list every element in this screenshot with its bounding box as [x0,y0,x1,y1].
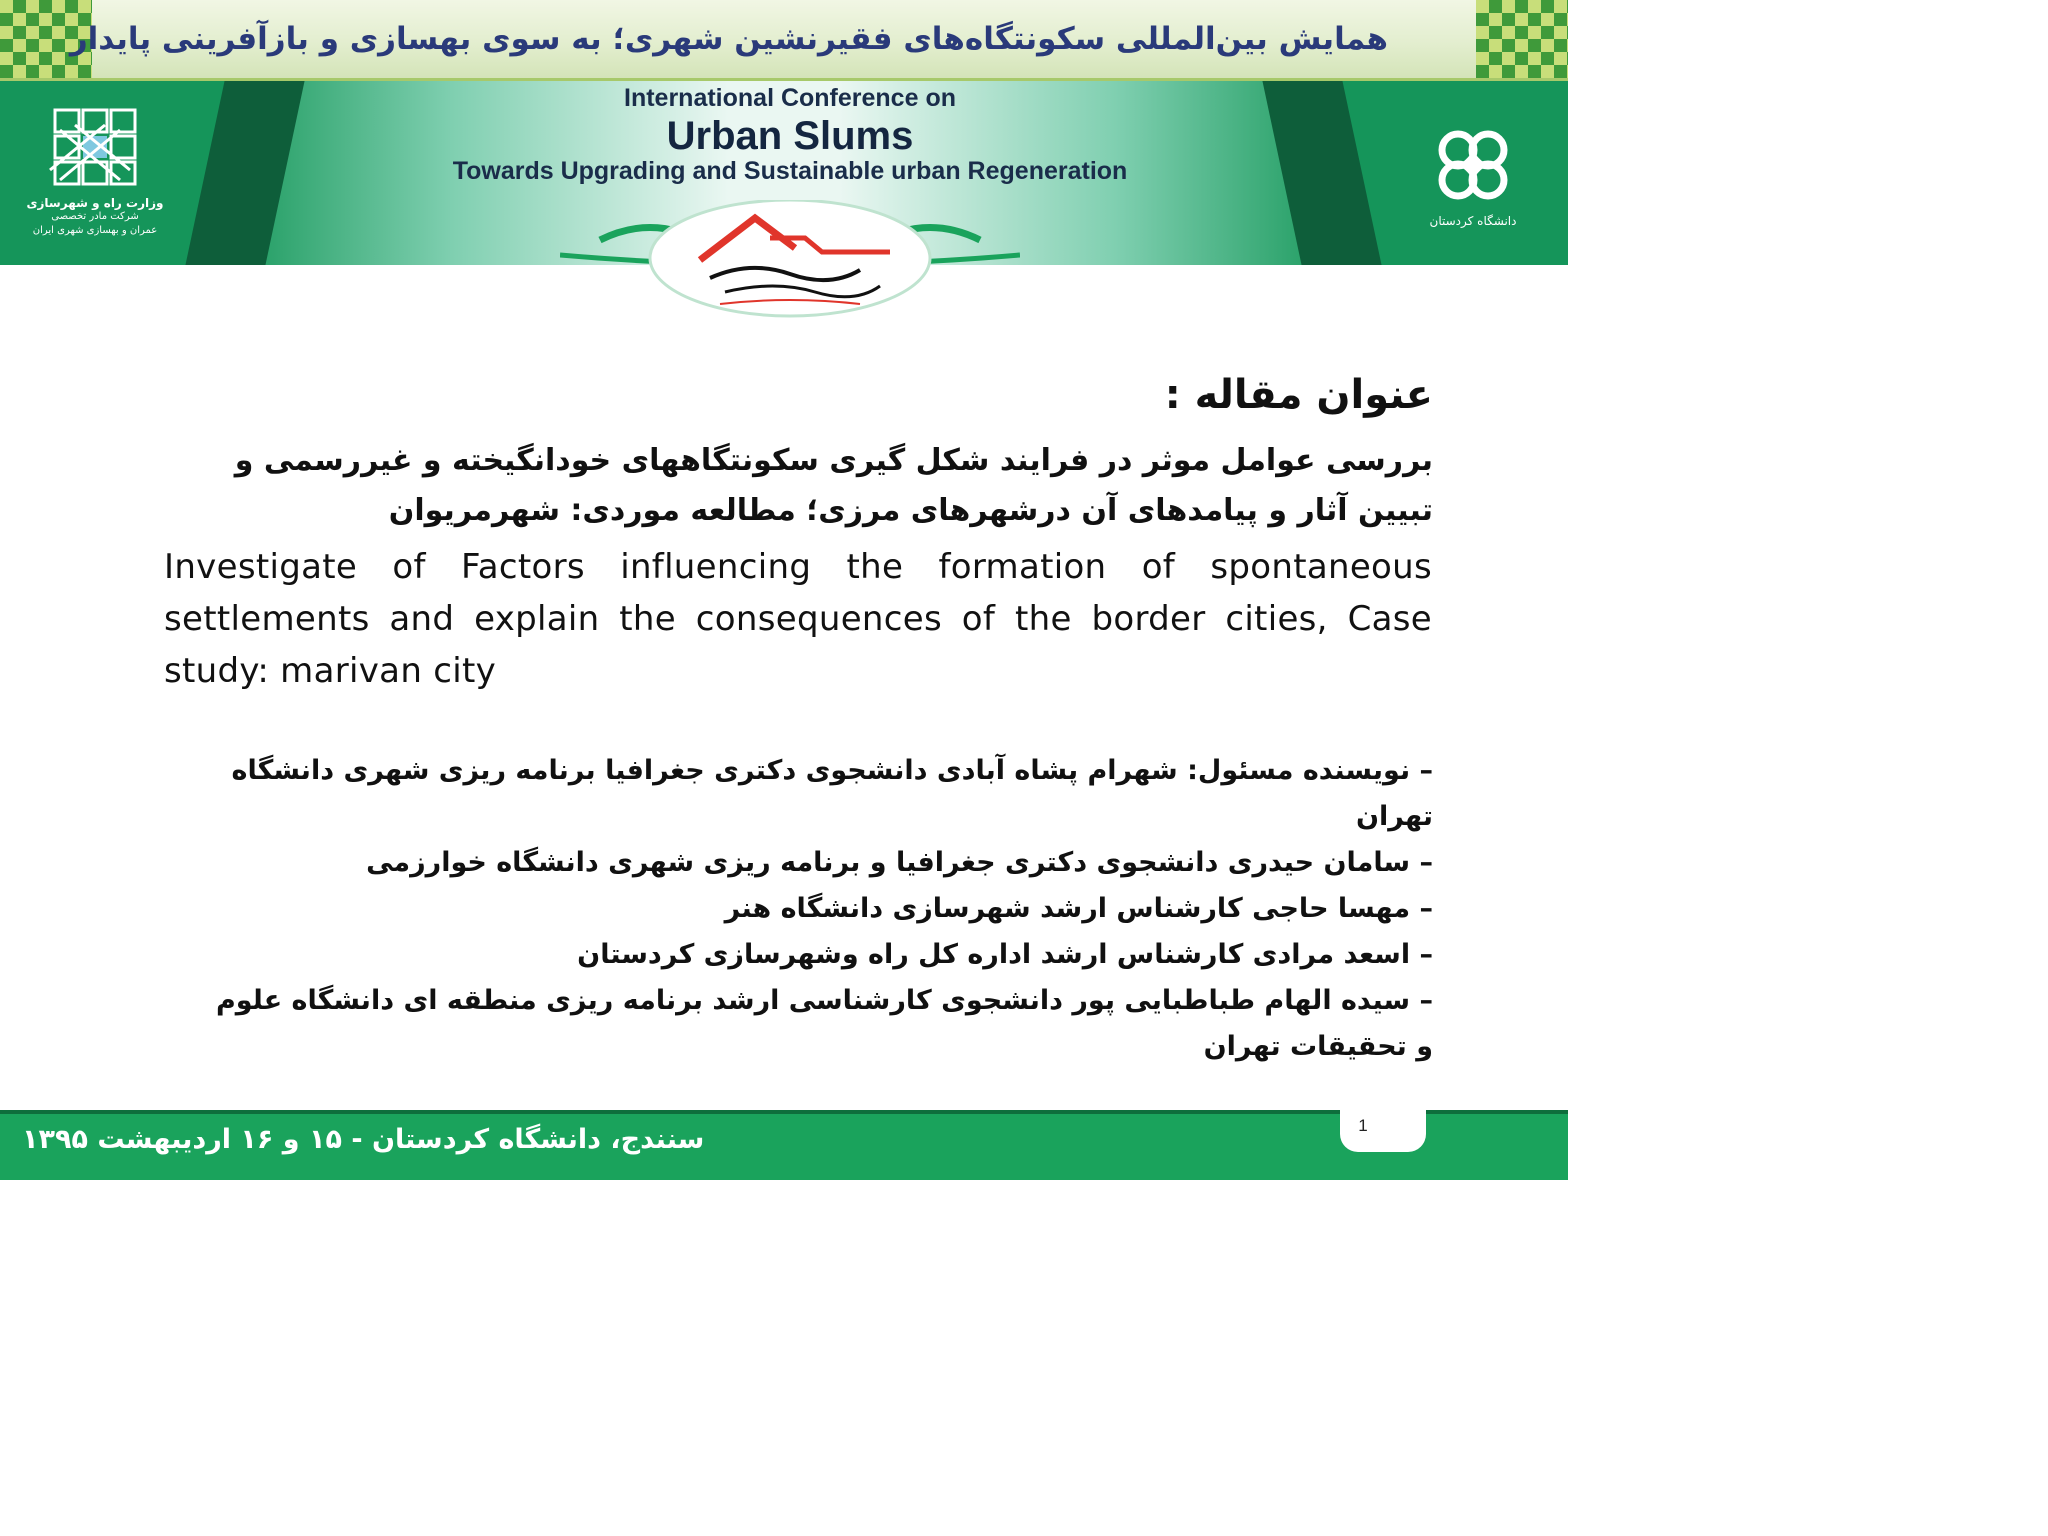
house-calligraphy-emblem-icon [560,200,1020,320]
conference-english-line1: International Conference on [624,84,956,112]
footer-location-date: سنندج، دانشگاه کردستان - ۱۵ و ۱۶ اردیبهشت ۱۳۹۵ [22,1124,705,1155]
page-number: 1 [1358,1116,1368,1135]
author-list [193,748,1433,1070]
ministry-logo-caption: وزارت راه و شهرسازی شرکت مادر تخصصی عمران و بهسازی شهری ایران [26,196,164,236]
conference-english-title: Urban Slums [666,114,914,158]
university-logo-caption: دانشگاه کردستان [1429,214,1517,228]
article-english-title: Investigate of Factors influencing the formation of spontaneous settlements and explain the consequences of the border cities, Case study: marivan city [164,547,1432,691]
author-item: – اسعد مرادی کارشناس ارشد اداره کل راه وشهرسازی کردستان [577,939,1433,970]
author-item: – سیده الهام طباطبایی پور دانشجوی کارشناسی ارشد برنامه ریزی منطقه ای دانشگاه علوم و تحقیقات تهران [215,985,1433,1062]
article-persian-title: بررسی عوامل موثر در فرایند شکل گیری سکونتگاههای خودانگیخته و غیررسمی و تبیین آثار و پیامدهای آن درشهرهای مرزی؛ مطالعه موردی: شهرمریوان [234,443,1433,528]
author-item: – نویسنده مسئول: شهرام پشاه آبادی دانشجوی دکتری جغرافیا برنامه ریزی شهری دانشگاه تهران [231,755,1433,832]
conference-english-subtitle: Towards Upgrading and Sustainable urban Regeneration [452,157,1128,185]
article-heading: عنوان مقاله : [1164,372,1433,418]
university-knot-logo-icon [1428,120,1518,210]
author-item: – سامان حیدری دانشجوی دکتری جغرافیا و برنامه ریزی شهری دانشگاه خوارزمی [366,847,1433,878]
checker-pattern-right [1476,0,1568,78]
conference-persian-title: همایش بین‌المللی سکونتگاه‌های فقیرنشین شهری؛ به سوی بهسازی و بازآفرینی پایدار [69,21,1388,57]
author-item: – مهسا حاجی کارشناس ارشد شهرسازی دانشگاه هنر [724,893,1433,924]
